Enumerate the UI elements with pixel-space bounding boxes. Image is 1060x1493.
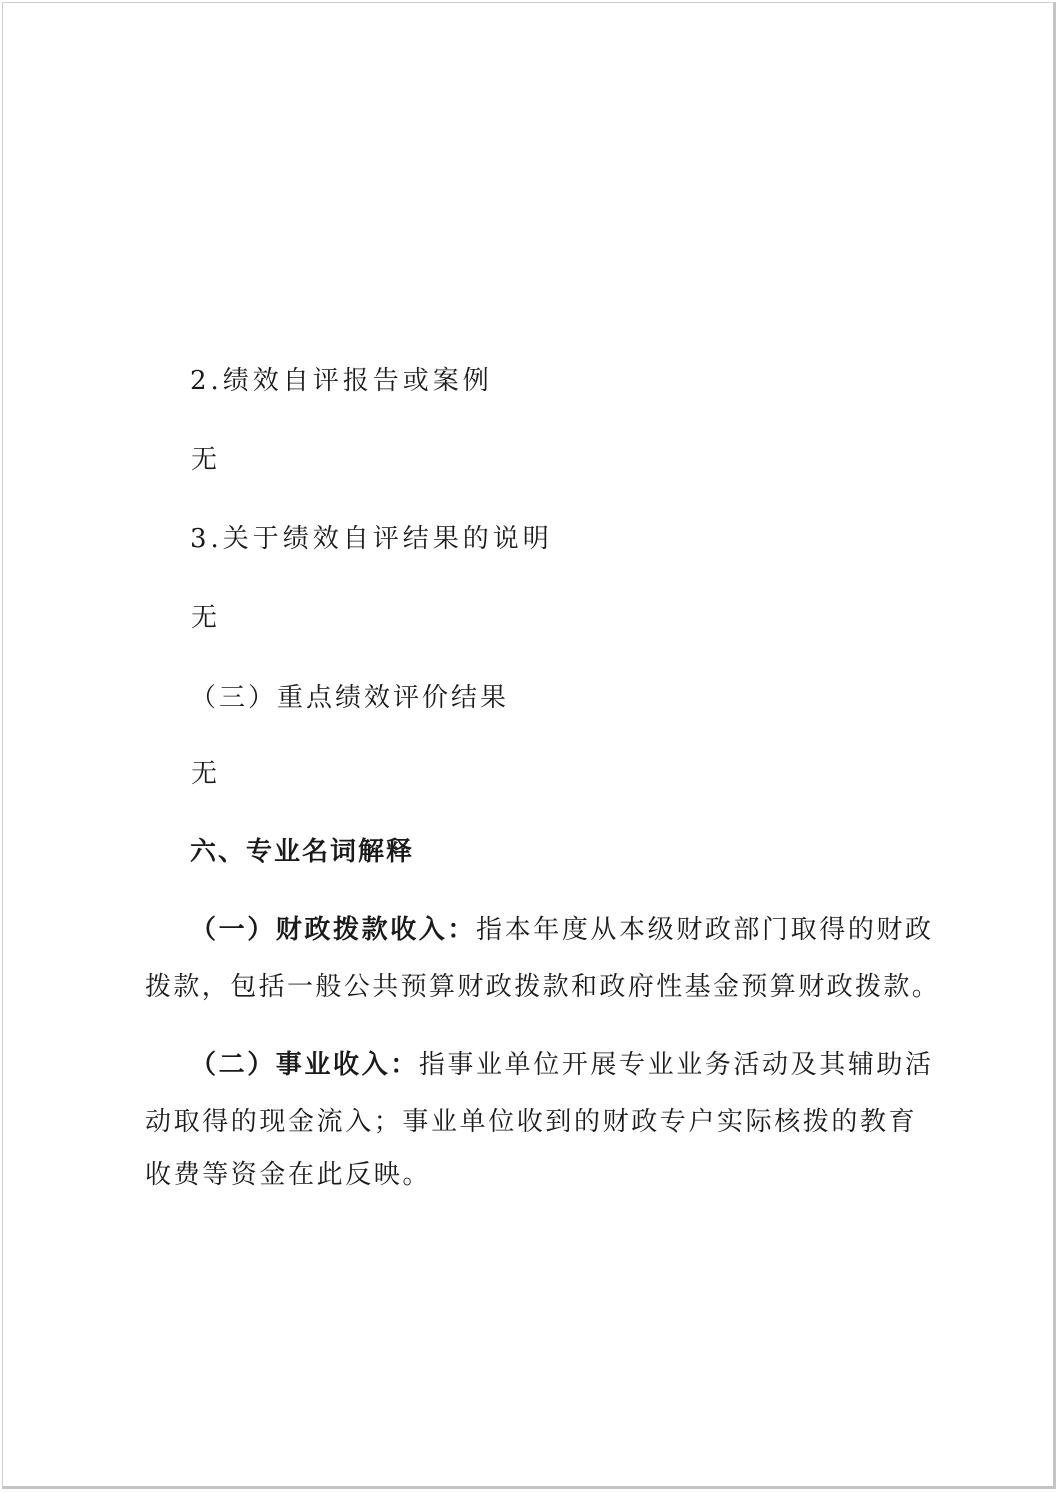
term-1-line-2: 拨款，包括一般公共预算财政拨款和政府性基金预算财政拨款。 <box>145 972 941 1002</box>
section-6-heading: 六、专业名词解释 <box>190 837 415 867</box>
item-2-heading: 2.绩效自评报告或案例 <box>190 366 493 396</box>
page <box>2 2 1056 1489</box>
term-2-label: （二）事业收入： <box>190 1050 419 1080</box>
subsection-3-heading: （三）重点绩效评价结果 <box>190 683 510 713</box>
term-2-line-1 <box>190 1048 934 1082</box>
term-1-line-1 <box>190 913 934 947</box>
subsection-3-body: 无 <box>191 759 223 789</box>
term-2-text-1: 指事业单位开展专业业务活动及其辅助活 <box>418 1050 934 1080</box>
item-3-body: 无 <box>191 603 223 633</box>
term-2-line-2: 动取得的现金流入；事业单位收到的财政专户实际核拨的教育 <box>145 1107 918 1137</box>
term-1-label: （一）财政拨款收入： <box>190 915 477 945</box>
item-2-body: 无 <box>191 445 223 475</box>
item-3-heading: 3.关于绩效自评结果的说明 <box>190 524 553 554</box>
term-2-line-3: 收费等资金在此反映。 <box>145 1160 432 1190</box>
term-1-text-1: 指本年度从本级财政部门取得的财政 <box>476 915 934 945</box>
